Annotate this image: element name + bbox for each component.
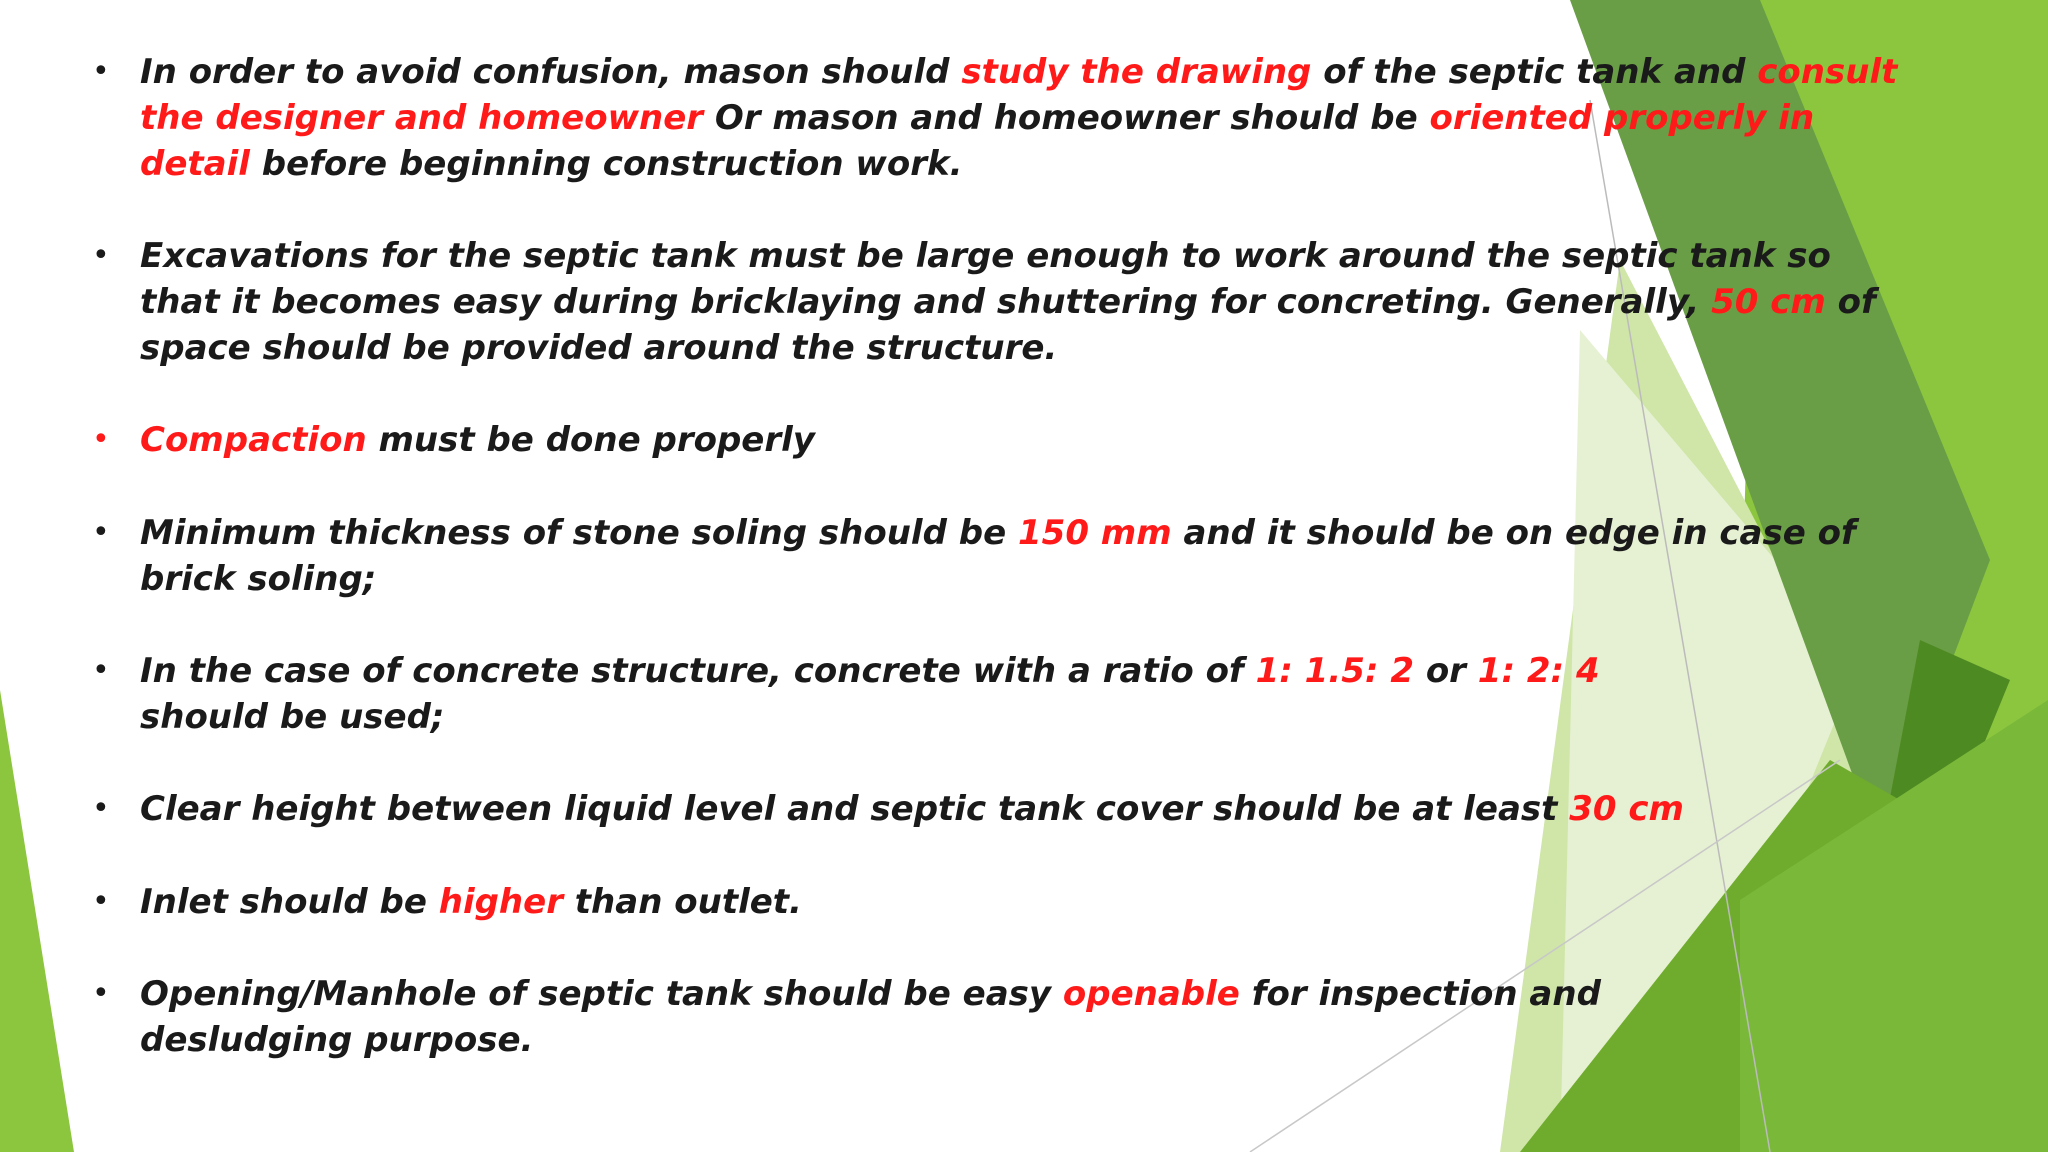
text-run: Clear height between liquid level and septic tank cover should be at least xyxy=(140,789,1570,829)
text-run: should be used; xyxy=(140,697,445,737)
highlight-run: 1: 1.5: 2 xyxy=(1255,651,1414,691)
bullet-marker: • xyxy=(92,238,110,273)
highlight-run: 50 cm xyxy=(1711,282,1826,322)
text-run: or xyxy=(1413,651,1478,691)
highlight-run: consult the designer and homeowner xyxy=(140,52,1898,138)
highlight-run: oriented properly in detail xyxy=(140,98,1815,184)
bullet-marker: • xyxy=(92,422,110,457)
text-run: for inspection and desludging purpose. xyxy=(140,974,1601,1060)
text-run: of the septic tank and xyxy=(1311,52,1758,92)
text-run: Minimum thickness of stone soling should be xyxy=(140,513,1018,553)
bullet-marker: • xyxy=(92,54,110,89)
highlight-run: openable xyxy=(1062,974,1240,1014)
text-run: Or mason and homeowner should be xyxy=(703,98,1430,138)
text-run: Opening/Manhole of septic tank should be easy xyxy=(140,974,1063,1014)
text-run: and it should be on edge in case of brick soling; xyxy=(140,513,1856,599)
bullet-item-clear-height xyxy=(92,786,1920,832)
text-run: Excavations for the septic tank must be large enough to work around the septic tank so that it becomes easy during bricklaying and shuttering for concreting. Generally, xyxy=(140,236,1831,322)
bullet-marker: • xyxy=(92,976,110,1011)
highlight-run: 30 cm xyxy=(1569,789,1684,829)
bullet-marker: • xyxy=(92,515,110,550)
text-run: than outlet. xyxy=(562,882,802,922)
bullet-item-manhole xyxy=(92,971,1620,1063)
bullet-item-inlet-higher xyxy=(92,879,1920,925)
text-run: In the case of concrete structure, concrete with a ratio of xyxy=(140,651,1256,691)
bullet-item-compaction xyxy=(92,417,1920,463)
highlight-run: higher xyxy=(438,882,563,922)
highlight-run: Compaction xyxy=(140,420,367,460)
highlight-run: 150 mm xyxy=(1018,513,1172,553)
highlight-run: study the drawing xyxy=(961,52,1312,92)
highlight-run: 1: 2: 4 xyxy=(1477,651,1600,691)
bullet-item-excavations xyxy=(92,233,1920,371)
text-run: before beginning construction work. xyxy=(249,144,963,184)
text-run: Inlet should be xyxy=(140,882,439,922)
text-run: In order to avoid confusion, mason should xyxy=(140,52,962,92)
text-run: of space should be provided around the structure. xyxy=(140,282,1876,368)
bullet-item-concrete-ratio xyxy=(92,648,1700,740)
bullet-marker: • xyxy=(92,791,110,826)
bullet-marker: • xyxy=(92,884,110,919)
bullet-marker: • xyxy=(92,653,110,688)
bullet-item-stone-soling xyxy=(92,510,1920,602)
bullet-item-study-drawing xyxy=(92,49,1920,187)
text-run: must be done properly xyxy=(366,420,815,460)
